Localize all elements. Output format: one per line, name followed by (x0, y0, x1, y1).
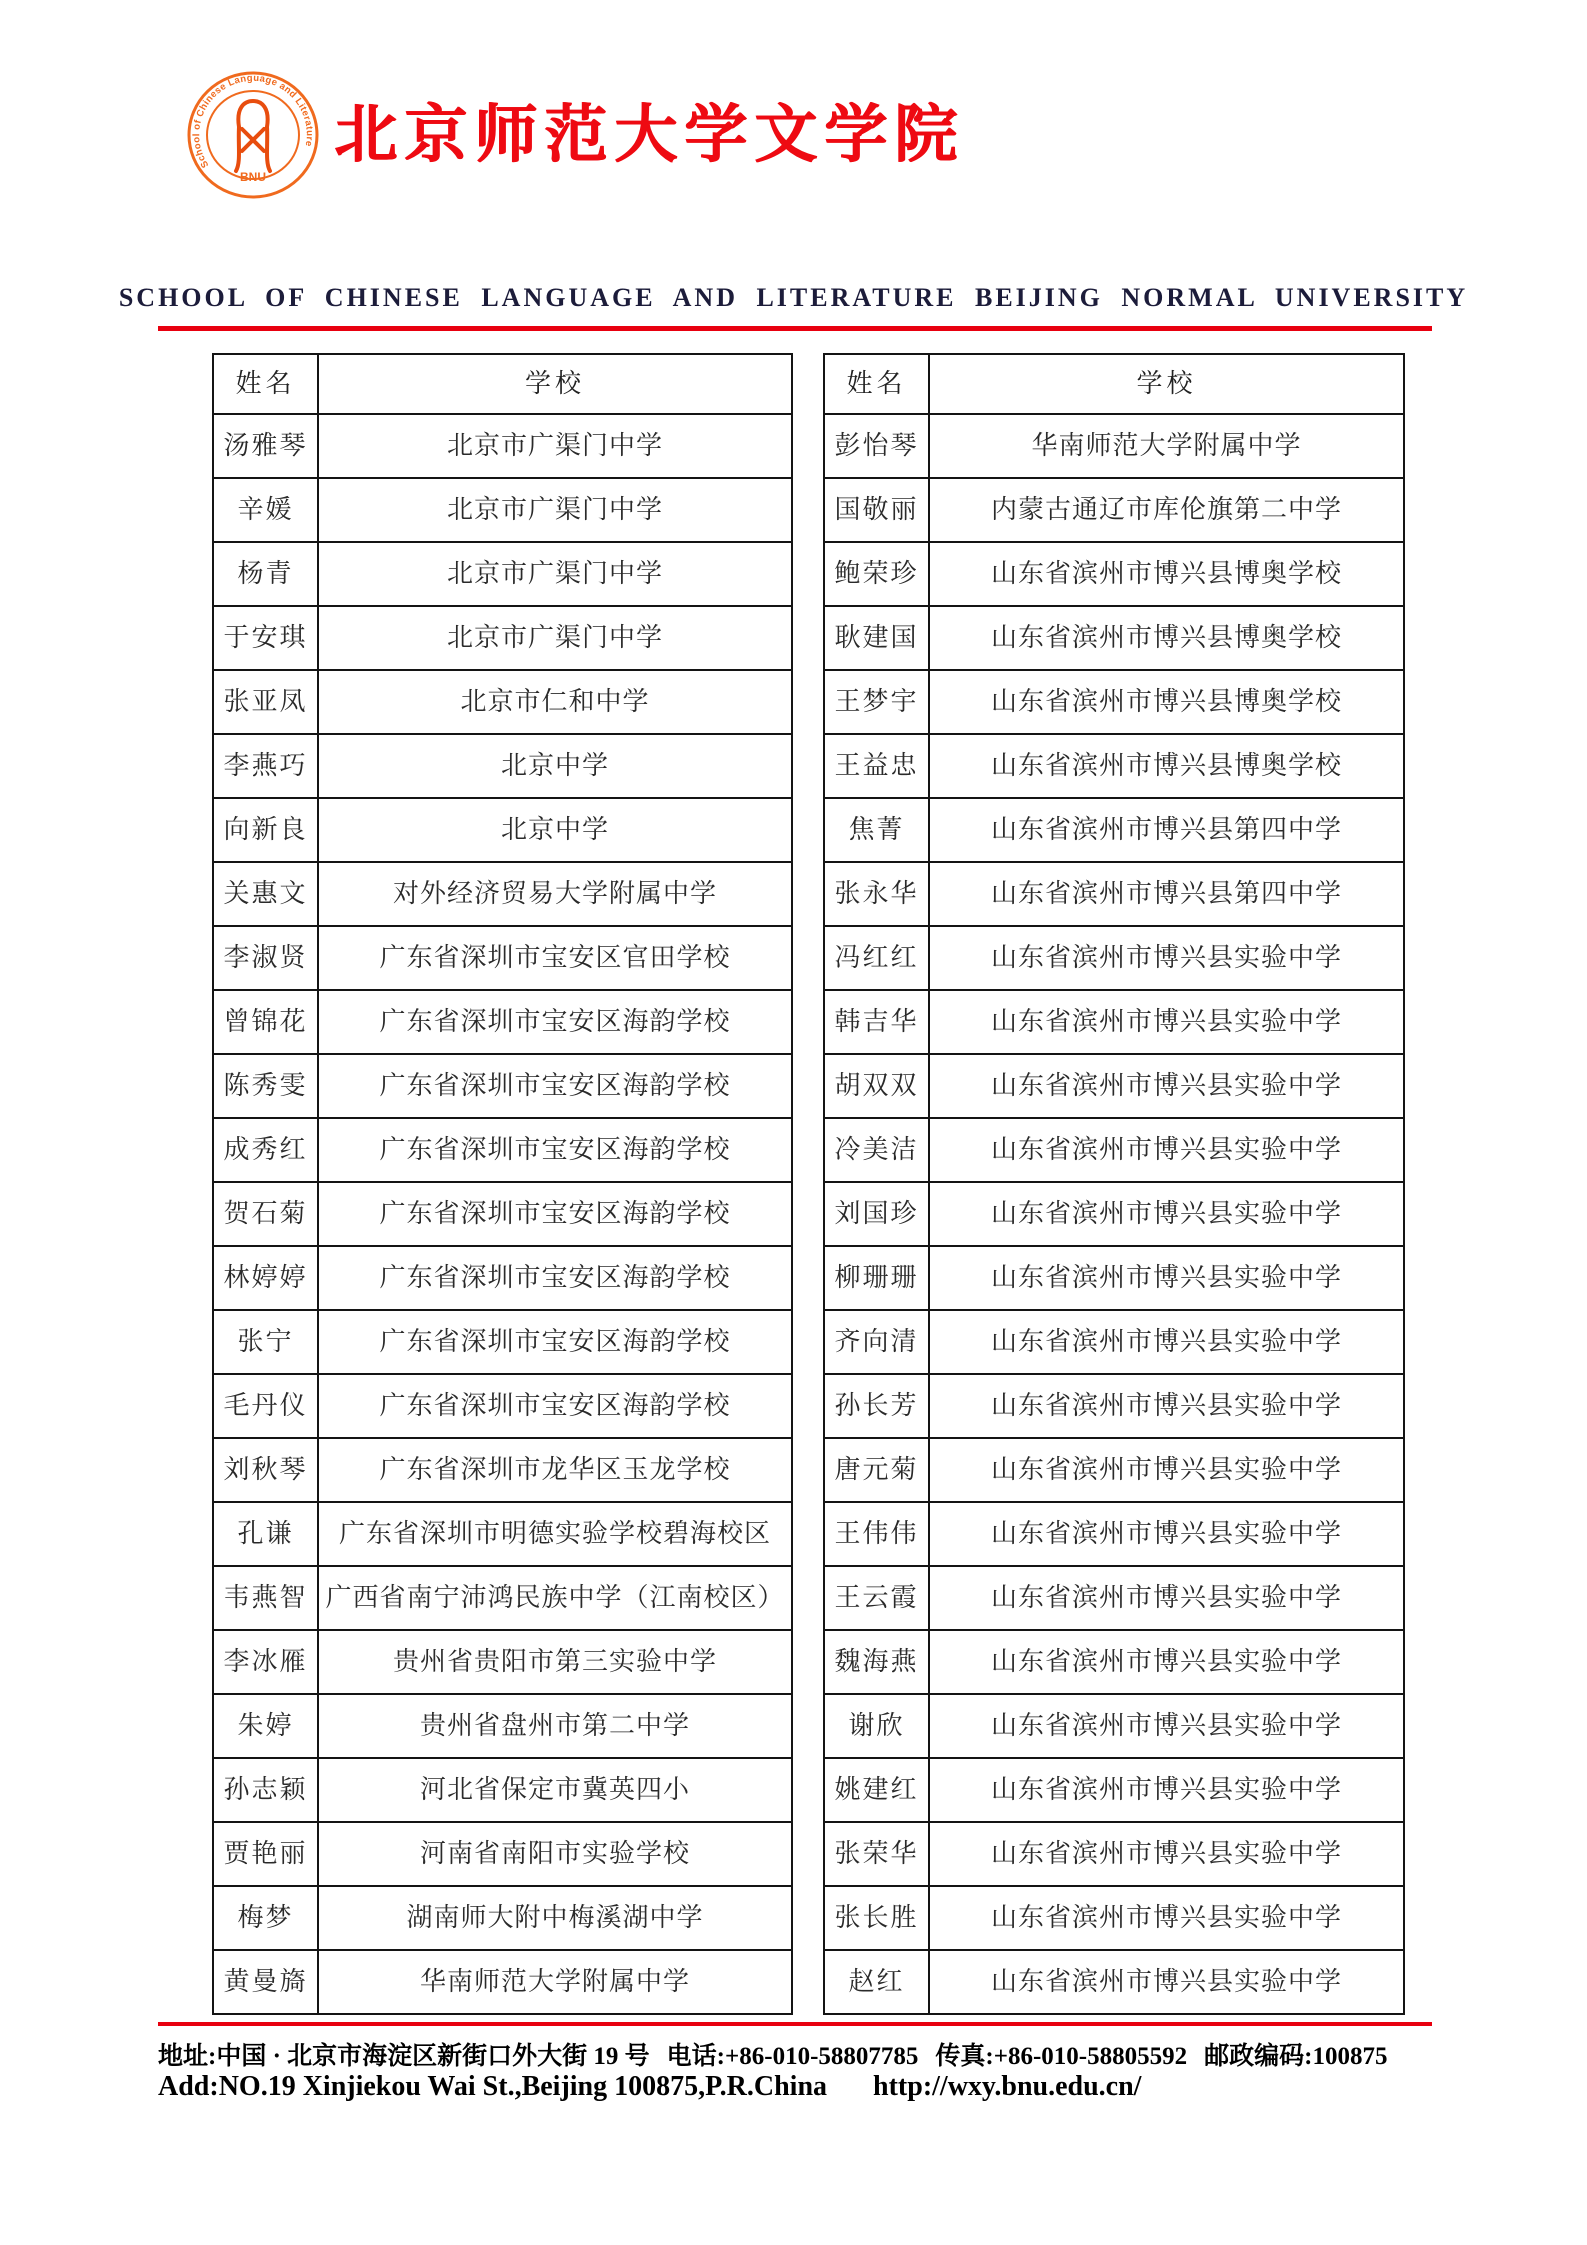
table-row (214, 863, 791, 927)
student-school: 对外经济贸易大学附属中学 (392, 878, 717, 908)
table-row (825, 1951, 1403, 2013)
student-school: 山东省滨州市博兴县第四中学 (990, 814, 1342, 844)
student-school: 山东省滨州市博兴县实验中学 (990, 1774, 1342, 1804)
footer-contact-line (158, 2036, 1448, 2072)
student-name: 张长胜 (825, 1887, 930, 1949)
student-school: 山东省滨州市博兴县实验中学 (990, 1390, 1342, 1420)
student-school: 广东省深圳市明德实验学校碧海校区 (338, 1518, 771, 1548)
student-school: 山东省滨州市博兴县实验中学 (990, 1902, 1342, 1932)
student-name: 刘国珍 (825, 1183, 930, 1245)
table-row (214, 1631, 791, 1695)
table-row (825, 1183, 1403, 1247)
student-name: 孙长芳 (825, 1375, 930, 1437)
student-name: 彭怡琴 (825, 415, 930, 477)
student-name: 贺石菊 (214, 1183, 319, 1245)
table-row (825, 543, 1403, 607)
student-name: 国敬丽 (825, 479, 930, 541)
table-row (214, 991, 791, 1055)
student-school: 山东省滨州市博兴县实验中学 (990, 1646, 1342, 1676)
table-body (214, 415, 791, 2013)
student-name: 王益忠 (825, 735, 930, 797)
student-name: 耿建国 (825, 607, 930, 669)
student-school: 河南省南阳市实验学校 (419, 1838, 690, 1868)
student-school: 山东省滨州市博兴县实验中学 (990, 1070, 1342, 1100)
student-name: 朱婷 (214, 1695, 319, 1757)
table-row (214, 1183, 791, 1247)
student-name: 贾艳丽 (214, 1823, 319, 1885)
table-row (825, 1439, 1403, 1503)
student-school: 山东省滨州市博兴县实验中学 (990, 1006, 1342, 1036)
student-school: 山东省滨州市博兴县实验中学 (990, 1454, 1342, 1484)
school-seal-logo-icon (186, 70, 320, 200)
student-name: 张亚凤 (214, 671, 319, 733)
student-school: 贵州省贵阳市第三实验中学 (392, 1646, 717, 1676)
student-school: 山东省滨州市博兴县实验中学 (990, 1262, 1342, 1292)
table-row (825, 1375, 1403, 1439)
page-title: 北京师范大学文学院 (334, 100, 964, 170)
student-school: 华南师范大学附属中学 (1031, 430, 1302, 460)
student-school: 广东省深圳市宝安区海韵学校 (379, 1134, 731, 1164)
student-name: 李淑贤 (214, 927, 319, 989)
student-name: 焦菁 (825, 799, 930, 861)
student-school: 山东省滨州市博兴县第四中学 (990, 878, 1342, 908)
table-row (825, 1247, 1403, 1311)
student-school: 广东省深圳市龙华区玉龙学校 (379, 1454, 731, 1484)
logo-ring-text: School of Chinese Language and Literature (191, 72, 315, 170)
student-name: 李冰雁 (214, 1631, 319, 1693)
table-row (214, 1055, 791, 1119)
table-row (825, 1695, 1403, 1759)
table-row (825, 479, 1403, 543)
table-row (825, 927, 1403, 991)
table-row (214, 543, 791, 607)
table-row (214, 1887, 791, 1951)
table-row (825, 1311, 1403, 1375)
table-row (825, 1503, 1403, 1567)
table-row (214, 607, 791, 671)
student-school: 贵州省盘州市第二中学 (419, 1710, 690, 1740)
student-school: 北京中学 (500, 750, 609, 780)
student-school: 北京市广渠门中学 (446, 430, 663, 460)
roster-table-left (212, 353, 793, 2015)
student-name: 唐元菊 (825, 1439, 930, 1501)
student-school: 山东省滨州市博兴县实验中学 (990, 1134, 1342, 1164)
student-name: 韩吉华 (825, 991, 930, 1053)
footer-address-en-line (158, 2071, 1448, 2103)
table-row (825, 1055, 1403, 1119)
table-row (825, 863, 1403, 927)
student-school: 山东省滨州市博兴县博奥学校 (990, 686, 1342, 716)
table-row (825, 1759, 1403, 1823)
student-name: 关惠文 (214, 863, 319, 925)
student-name: 孔谦 (214, 1503, 319, 1565)
student-name: 孙志颖 (214, 1759, 319, 1821)
table-row (825, 607, 1403, 671)
student-name: 毛丹仪 (214, 1375, 319, 1437)
table-row (214, 1439, 791, 1503)
table-row (214, 1567, 791, 1631)
student-name: 魏海燕 (825, 1631, 930, 1693)
footer-address-en: Add:NO.19 Xinjiekou Wai St.,Beijing 100875,P.R.China (158, 2071, 828, 2102)
table-row (825, 799, 1403, 863)
student-name: 冯红红 (825, 927, 930, 989)
student-school: 山东省滨州市博兴县实验中学 (990, 1198, 1342, 1228)
student-name: 梅梦 (214, 1887, 319, 1949)
table-row (825, 991, 1403, 1055)
student-school: 华南师范大学附属中学 (419, 1966, 690, 1996)
student-school: 山东省滨州市博兴县实验中学 (990, 1326, 1342, 1356)
table-row (825, 1823, 1403, 1887)
logo-oracle-figure-icon (236, 101, 270, 171)
table-row (214, 1695, 791, 1759)
student-name: 柳珊珊 (825, 1247, 930, 1309)
student-school: 内蒙古通辽市库伦旗第二中学 (990, 494, 1342, 524)
student-name: 陈秀雯 (214, 1055, 319, 1117)
student-name: 林婷婷 (214, 1247, 319, 1309)
table-row (825, 735, 1403, 799)
student-name: 鲍荣珍 (825, 543, 930, 605)
table-row (825, 415, 1403, 479)
student-name: 辛媛 (214, 479, 319, 541)
student-school: 北京市仁和中学 (460, 686, 650, 716)
student-name: 于安琪 (214, 607, 319, 669)
student-name: 胡双双 (825, 1055, 930, 1117)
table-row (214, 1247, 791, 1311)
student-school: 广东省深圳市宝安区官田学校 (379, 942, 731, 972)
student-name: 曾锦花 (214, 991, 319, 1053)
table-row (214, 479, 791, 543)
student-school: 河北省保定市冀英四小 (419, 1774, 690, 1804)
student-school: 山东省滨州市博兴县实验中学 (990, 1838, 1342, 1868)
student-school: 北京中学 (500, 814, 609, 844)
student-school: 广东省深圳市宝安区海韵学校 (379, 1006, 731, 1036)
student-school: 北京市广渠门中学 (446, 558, 663, 588)
table-row (214, 735, 791, 799)
table-header-row (825, 355, 1403, 415)
header-divider (158, 326, 1432, 331)
table-row (214, 1375, 791, 1439)
student-name: 赵红 (825, 1951, 930, 2013)
student-name: 成秀红 (214, 1119, 319, 1181)
table-row (214, 1759, 791, 1823)
student-school: 北京市广渠门中学 (446, 494, 663, 524)
table-row (214, 415, 791, 479)
student-name: 张宁 (214, 1311, 319, 1373)
student-school: 北京市广渠门中学 (446, 622, 663, 652)
student-name: 张荣华 (825, 1823, 930, 1885)
column-header-name: 姓名 (214, 355, 319, 413)
table-row (214, 1503, 791, 1567)
student-school: 广东省深圳市宝安区海韵学校 (379, 1390, 731, 1420)
page-subtitle: SCHOOL OF CHINESE LANGUAGE AND LITERATURE BEIJING NORMAL UNIVERSITY (118, 283, 1469, 312)
table-row (825, 1887, 1403, 1951)
table-row (214, 1951, 791, 2013)
student-school: 山东省滨州市博兴县实验中学 (990, 942, 1342, 972)
student-school: 山东省滨州市博兴县博奥学校 (990, 558, 1342, 588)
footer-website: http://wxy.bnu.edu.cn/ (873, 2071, 1142, 2102)
table-row (825, 671, 1403, 735)
column-header-school: 学校 (524, 368, 585, 398)
student-name: 韦燕智 (214, 1567, 319, 1629)
student-name: 李燕巧 (214, 735, 319, 797)
student-school: 山东省滨州市博兴县博奥学校 (990, 622, 1342, 652)
table-row (214, 671, 791, 735)
student-school: 山东省滨州市博兴县实验中学 (990, 1966, 1342, 1996)
column-header-name: 姓名 (825, 355, 930, 413)
column-header-school: 学校 (1136, 368, 1197, 398)
table-row (825, 1567, 1403, 1631)
table-row (214, 927, 791, 991)
footer-fax: 传真:+86-010-58805592 (935, 2043, 1188, 2070)
student-name: 向新良 (214, 799, 319, 861)
table-row (825, 1631, 1403, 1695)
student-school: 山东省滨州市博兴县实验中学 (990, 1582, 1342, 1612)
student-school: 山东省滨州市博兴县实验中学 (990, 1710, 1342, 1740)
student-name: 冷美洁 (825, 1119, 930, 1181)
student-name: 黄曼旖 (214, 1951, 319, 2013)
table-body (825, 415, 1403, 2013)
student-name: 汤雅琴 (214, 415, 319, 477)
student-name: 杨青 (214, 543, 319, 605)
roster-table-right (823, 353, 1405, 2015)
student-school: 广东省深圳市宝安区海韵学校 (379, 1070, 731, 1100)
table-header-row (214, 355, 791, 415)
table-row (214, 1823, 791, 1887)
student-name: 王云霞 (825, 1567, 930, 1629)
student-name: 谢欣 (825, 1695, 930, 1757)
student-school: 广东省深圳市宝安区海韵学校 (379, 1326, 731, 1356)
student-school: 山东省滨州市博兴县博奥学校 (990, 750, 1342, 780)
footer-postcode: 邮政编码:100875 (1204, 2043, 1388, 2070)
student-school: 广西省南宁沛鸿民族中学（江南校区） (325, 1582, 785, 1612)
table-row (214, 1119, 791, 1183)
student-name: 王伟伟 (825, 1503, 930, 1565)
student-school: 广东省深圳市宝安区海韵学校 (379, 1262, 731, 1292)
footer-phone: 电话:+86-010-58807785 (666, 2043, 919, 2070)
student-name: 齐向清 (825, 1311, 930, 1373)
table-row (214, 799, 791, 863)
student-name: 张永华 (825, 863, 930, 925)
footer-divider (158, 2022, 1432, 2026)
student-name: 刘秋琴 (214, 1439, 319, 1501)
student-name: 王梦宇 (825, 671, 930, 733)
student-school: 湖南师大附中梅溪湖中学 (406, 1902, 704, 1932)
student-school: 广东省深圳市宝安区海韵学校 (379, 1198, 731, 1228)
table-row (214, 1311, 791, 1375)
table-row (825, 1119, 1403, 1183)
student-school: 山东省滨州市博兴县实验中学 (990, 1518, 1342, 1548)
student-name: 姚建红 (825, 1759, 930, 1821)
logo-bnu-text: BNU (240, 170, 266, 184)
footer-address: 地址:中国 · 北京市海淀区新街口外大街 19 号 (158, 2043, 650, 2070)
